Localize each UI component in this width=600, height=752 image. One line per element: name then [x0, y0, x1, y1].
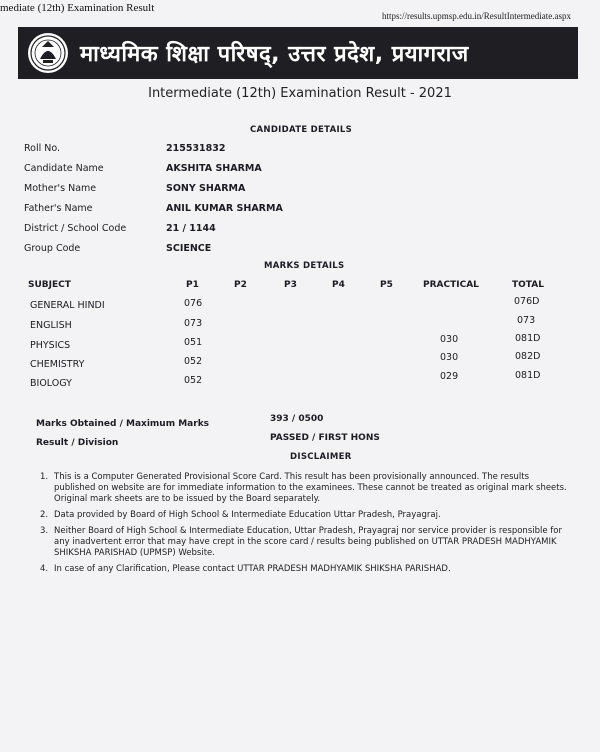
exam-title: Intermediate (12th) Examination Result - 2021 — [148, 86, 452, 101]
p1-mark: 076 — [184, 298, 203, 309]
marks-obtained-label: Marks Obtained / Maximum Marks — [36, 419, 210, 429]
disclaimer-text: Neither Board of High School & Intermediate Education, Uttar Pradesh, Prayagraj nor service provider is responsible for any inadvertent error that may have crept in the score card / results being published on UTTAR PRADESH MADHYAMIK SHIKSHA PARISHAD (UPMSP) Website. — [54, 526, 562, 558]
father-name-label: Father's Name — [24, 203, 93, 214]
list-item — [40, 526, 572, 559]
disclaimer-number: 4. — [40, 564, 49, 574]
list-item — [40, 472, 572, 505]
total-mark: 081D — [515, 333, 541, 344]
subject-name: CHEMISTRY — [30, 359, 85, 370]
district-school-code-value: 21 / 1144 — [166, 223, 216, 234]
p1-mark: 051 — [184, 337, 203, 348]
col-header-total: TOTAL — [512, 280, 544, 290]
print-header — [0, 0, 600, 24]
candidate-name-value: AKSHITA SHARMA — [166, 163, 262, 174]
p1-mark: 052 — [184, 356, 203, 367]
total-mark: 082D — [515, 351, 541, 362]
col-header-p5: P5 — [380, 280, 393, 290]
candidate-name-label: Candidate Name — [24, 163, 104, 174]
list-item — [40, 510, 572, 521]
total-mark: 076D — [514, 296, 540, 307]
board-banner — [18, 27, 578, 79]
result-division-value: PASSED / FIRST HONS — [270, 433, 380, 443]
candidate-details-heading: CANDIDATE DETAILS — [250, 125, 353, 135]
subject-name: BIOLOGY — [30, 378, 72, 389]
col-header-subject: SUBJECT — [28, 280, 71, 290]
subject-name: ENGLISH — [30, 320, 72, 331]
father-name-value: ANIL KUMAR SHARMA — [166, 203, 283, 214]
mother-name-label: Mother's Name — [24, 183, 97, 194]
col-header-p3: P3 — [284, 280, 297, 290]
district-school-code-label: District / School Code — [24, 223, 127, 234]
col-header-p2: P2 — [234, 280, 247, 290]
p1-mark: 073 — [184, 318, 203, 329]
subject-name: PHYSICS — [30, 340, 71, 351]
disclaimer-text: In case of any Clarification, Please contact UTTAR PRADESH MADHYAMIK SHIKSHA PARISHAD. — [54, 564, 451, 574]
print-header-title: mediate (12th) Examination Result — [0, 2, 155, 14]
disclaimer-number: 2. — [40, 510, 49, 520]
disclaimer-text: This is a Computer Generated Provisional Score Card. This result has been provisionally announced. The results published on website are for immediate information to the examinees. These cannot be treated as original mark sheets. Original mark sheets are to be issued by the Board separately. — [54, 472, 567, 504]
disclaimer-number: 1. — [40, 472, 49, 482]
marks-details-heading: MARKS DETAILS — [264, 261, 345, 271]
up-board-emblem-icon — [26, 31, 70, 75]
p1-mark: 052 — [184, 375, 203, 386]
group-code-label: Group Code — [24, 243, 81, 254]
group-code-value: SCIENCE — [166, 243, 212, 254]
roll-no-value: 215531832 — [166, 143, 226, 154]
disclaimer-text: Data provided by Board of High School & Intermediate Education Uttar Pradesh, Prayagraj. — [54, 510, 441, 520]
print-header-url[interactable]: https://results.upmsp.edu.in/ResultIntermediate.aspx — [382, 11, 571, 21]
practical-mark: 030 — [440, 334, 459, 345]
result-division-label: Result / Division — [36, 438, 119, 448]
col-header-practical: PRACTICAL — [423, 280, 479, 290]
mother-name-value: SONY SHARMA — [166, 183, 246, 194]
practical-mark: 030 — [440, 352, 459, 363]
roll-no-label: Roll No. — [24, 143, 61, 154]
total-mark: 073 — [517, 315, 536, 326]
total-mark: 081D — [515, 370, 541, 381]
subject-name: GENERAL HINDI — [30, 300, 105, 311]
practical-mark: 029 — [440, 371, 459, 382]
col-header-p1: P1 — [186, 280, 199, 290]
col-header-p4: P4 — [332, 280, 345, 290]
list-item — [40, 564, 572, 575]
disclaimer-heading: DISCLAIMER — [290, 452, 352, 462]
marks-obtained-value: 393 / 0500 — [270, 414, 324, 424]
disclaimer-number: 3. — [40, 526, 49, 536]
banner-title: माध्यमिक शिक्षा परिषद्, उत्तर प्रदेश, प्रयागराज — [80, 42, 469, 67]
disclaimer-list — [40, 472, 572, 580]
